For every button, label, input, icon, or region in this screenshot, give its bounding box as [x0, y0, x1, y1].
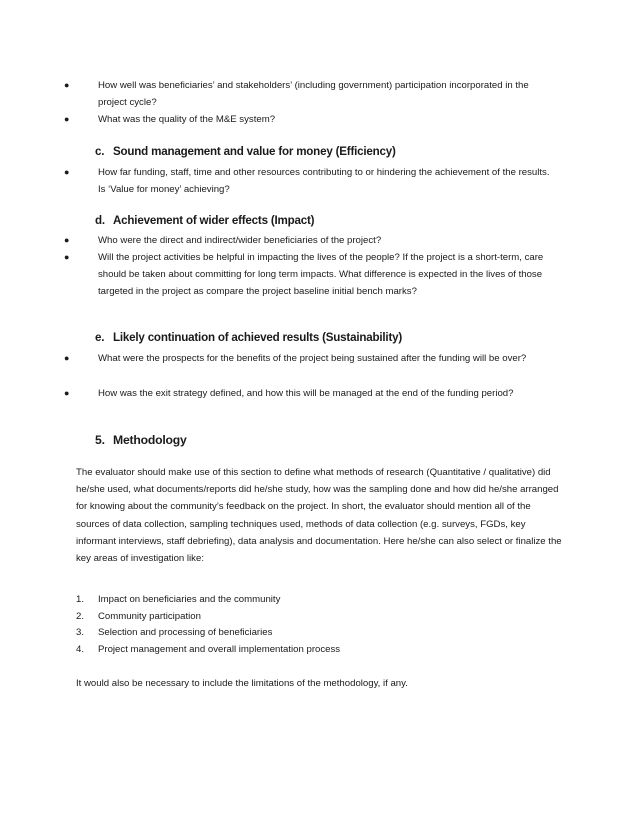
- bullet-text: How well was beneficiaries’ and stakeholders’ (including government) participation incorporated in the project cycle?: [98, 80, 529, 109]
- bullet-text: Will the project activities be helpful in impacting the lives of the people? If the project is a short-term, care should be taken about committing for long term impacts. What difference is expected in the lives of those targeted in the project as compare the project baseline initial bench marks?: [98, 252, 544, 298]
- section-label: 5.: [95, 433, 105, 447]
- bullet-item: [64, 111, 554, 128]
- bullet-icon: ●: [64, 235, 70, 245]
- section-label: e.: [95, 331, 105, 344]
- numbered-item: [76, 609, 556, 626]
- closing-paragraph: It would also be necessary to include the limitations of the methodology, if any.: [76, 678, 408, 689]
- item-text: Impact on beneficiaries and the community: [98, 594, 281, 605]
- bullet-icon: ●: [64, 114, 70, 124]
- item-number: 4.: [76, 644, 85, 655]
- bullet-text: What were the prospects for the benefits of the project being sustained after the funding will be over?: [98, 353, 527, 364]
- bullet-icon: ●: [64, 167, 70, 177]
- bullet-icon: ●: [64, 80, 70, 90]
- bullet-icon: ●: [64, 388, 70, 398]
- section-title: Achievement of wider effects (Impact): [113, 214, 315, 227]
- bullet-item: [64, 385, 554, 402]
- section-heading-impact: [95, 213, 314, 229]
- item-text: Selection and processing of beneficiaries: [98, 627, 273, 638]
- item-text: Community participation: [98, 611, 201, 622]
- bullet-item: [64, 164, 554, 198]
- bullet-item: [64, 249, 554, 301]
- bullet-text: Who were the direct and indirect/wider beneficiaries of the project?: [98, 235, 382, 246]
- item-number: 1.: [76, 594, 85, 605]
- methodology-paragraph: The evaluator should make use of this section to define what methods of research (Quantitative / qualitative) did he/she used, what documents/reports did he/she study, how was the sampling done and how did he/she arranged for knowing about the community’s feedback on the project. In short, the evaluator should mention all of the sources of data collection, sampling techniques used, methods of data collection (e.g. surveys, FGDs, key informant interviews, staff debriefing), data analysis and documentation. Here he/she can also select or finalize the key areas of investigation like:: [76, 467, 562, 565]
- bullet-item: [64, 232, 554, 249]
- bullet-icon: ●: [64, 252, 70, 262]
- item-number: 3.: [76, 627, 85, 638]
- bullet-icon: ●: [64, 353, 70, 363]
- section-heading-sustainability: [95, 330, 402, 346]
- bullet-text: What was the quality of the M&E system?: [98, 114, 276, 125]
- section-title: Methodology: [113, 433, 187, 447]
- bullet-item: [64, 77, 554, 111]
- numbered-item: [76, 625, 556, 642]
- bullet-item: [64, 350, 554, 367]
- section-title: Likely continuation of achieved results (Sustainability): [113, 331, 403, 344]
- numbered-item: [76, 592, 556, 609]
- section-heading-methodology: [95, 432, 187, 448]
- numbered-item: [76, 642, 556, 659]
- section-label: d.: [95, 214, 105, 227]
- item-text: Project management and overall implementation process: [98, 644, 341, 655]
- bullet-text: How far funding, staff, time and other resources contributing to or hindering the achievement of the results. Is ‘Value for money’ achieving?: [98, 167, 550, 196]
- section-label: c.: [95, 145, 105, 158]
- section-title: Sound management and value for money (Efficiency): [113, 145, 396, 158]
- item-number: 2.: [76, 611, 85, 622]
- section-heading-efficiency: [95, 144, 396, 160]
- bullet-text: How was the exit strategy defined, and how this will be managed at the end of the funding period?: [98, 388, 514, 399]
